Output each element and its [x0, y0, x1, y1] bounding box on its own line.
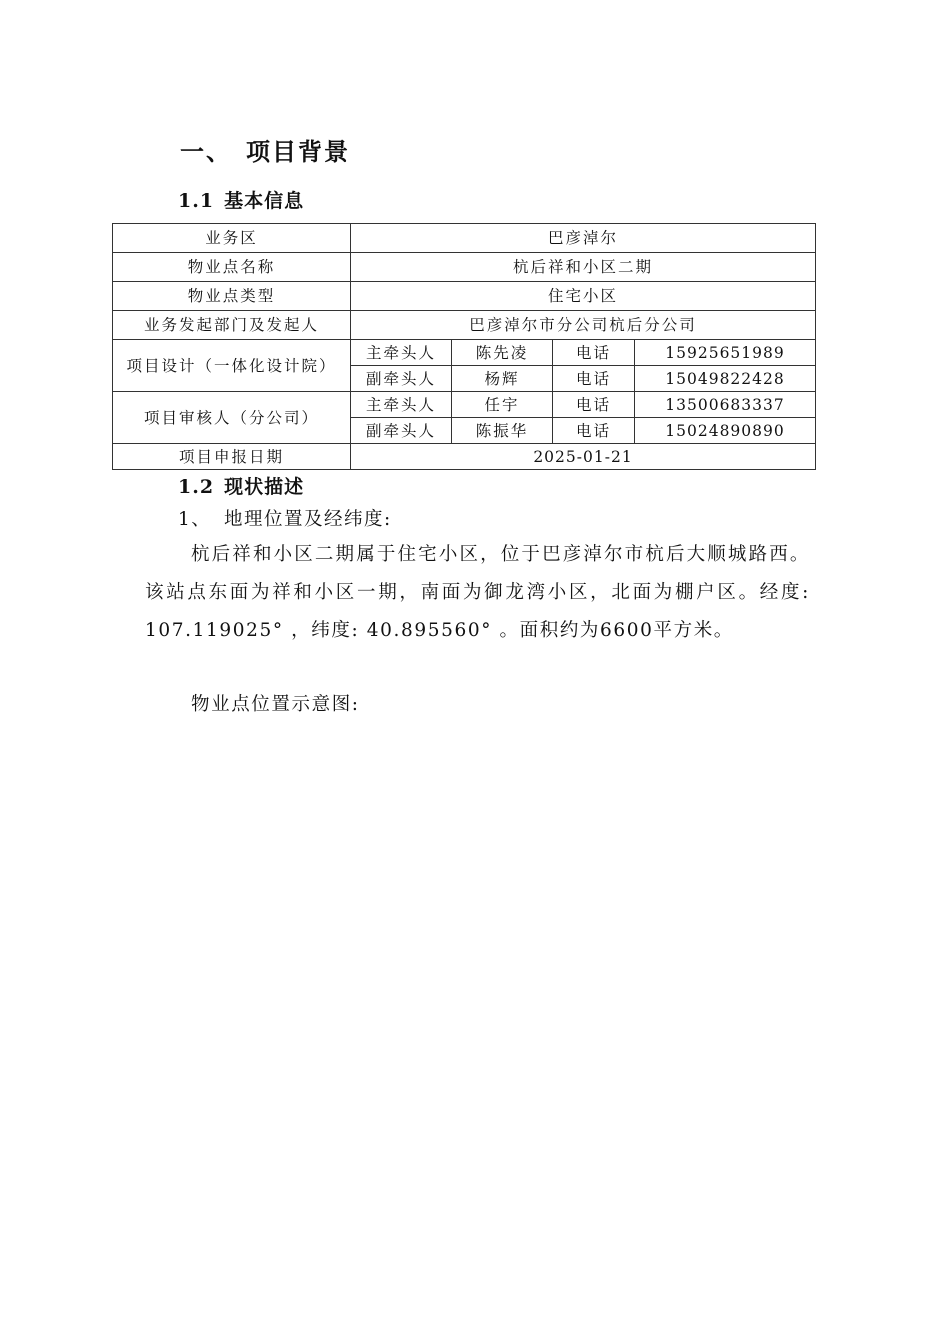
list-item-location: [178, 505, 392, 531]
date-label: 项目申报日期: [113, 444, 351, 470]
section-heading-project-background: [180, 132, 350, 167]
design-lead-name: 陈先凌: [452, 340, 553, 366]
review-lead-phone-label: 电话: [553, 392, 635, 418]
design-lead-phone: 15925651989: [635, 340, 816, 366]
location-description: 杭后祥和小区二期属于住宅小区，位于巴彦淖尔市杭后大顺城路西。该站点东面为祥和小区一期，南面为御龙湾小区，北面为棚户区。经度: 107.119025° ，纬度: 40.895560° 。面积约为6600平方米。: [145, 544, 810, 641]
property-type-label: 物业点类型: [113, 282, 351, 311]
property-type-value: 住宅小区: [351, 282, 816, 311]
initiator-label: 业务发起部门及发起人: [113, 311, 351, 340]
table-row: [113, 392, 816, 418]
list-item-number: 1、: [178, 509, 212, 530]
review-deputy-phone-label: 电话: [553, 418, 635, 444]
table-row: [113, 224, 816, 253]
review-lead-role: 主牵头人: [351, 392, 452, 418]
business-area-label: 业务区: [113, 224, 351, 253]
review-label: 项目审核人（分公司）: [113, 392, 351, 444]
table-row: [113, 311, 816, 340]
table-row: [113, 444, 816, 470]
design-deputy-phone-label: 电话: [553, 366, 635, 392]
date-value: 2025-01-21: [351, 444, 816, 470]
design-deputy-name: 杨辉: [452, 366, 553, 392]
review-deputy-phone: 15024890890: [635, 418, 816, 444]
property-name-value: 杭后祥和小区二期: [351, 253, 816, 282]
review-lead-phone: 13500683337: [635, 392, 816, 418]
review-deputy-role: 副牵头人: [351, 418, 452, 444]
table-row: [113, 340, 816, 366]
map-caption: 物业点位置示意图:: [191, 694, 360, 715]
table-row: [113, 253, 816, 282]
subsection-heading-status: [178, 472, 304, 499]
initiator-value: 巴彦淖尔市分公司杭后分公司: [351, 311, 816, 340]
review-lead-name: 任宇: [452, 392, 553, 418]
subsection-title: 现状描述: [224, 476, 305, 498]
business-area-value: 巴彦淖尔: [351, 224, 816, 253]
subsection-number: 1.2: [178, 476, 215, 498]
subsection-title: 基本信息: [224, 190, 305, 212]
list-item-title: 地理位置及经纬度:: [224, 509, 392, 530]
subsection-heading-basic-info: [178, 186, 304, 213]
table-row: [113, 282, 816, 311]
design-deputy-phone: 15049822428: [635, 366, 816, 392]
review-deputy-name: 陈振华: [452, 418, 553, 444]
section-number: 一、: [180, 137, 232, 166]
property-name-label: 物业点名称: [113, 253, 351, 282]
design-lead-phone-label: 电话: [553, 340, 635, 366]
design-lead-role: 主牵头人: [351, 340, 452, 366]
design-deputy-role: 副牵头人: [351, 366, 452, 392]
basic-info-table: [112, 223, 816, 470]
subsection-number: 1.1: [178, 190, 215, 212]
design-label: 项目设计（一体化设计院）: [113, 340, 351, 392]
section-title: 项目背景: [246, 137, 350, 166]
